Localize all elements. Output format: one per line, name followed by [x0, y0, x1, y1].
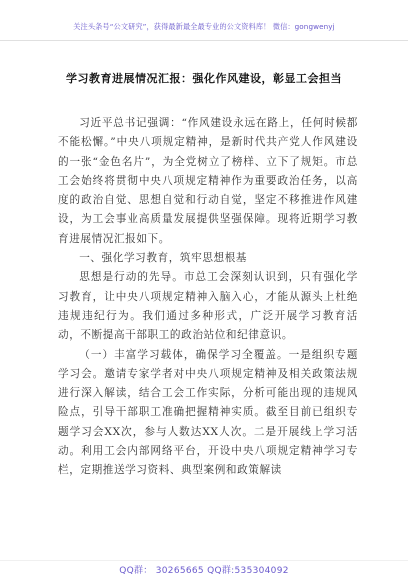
top-banner [0, 0, 408, 41]
section-heading-1: 一、强化学习教育，筑牢思想根基 [79, 252, 248, 265]
footer-contact: QQ群： 30265665 QQ群:535304092 [119, 566, 289, 576]
footer-bar [0, 560, 408, 581]
document-body [58, 114, 358, 481]
document-title: 学习教育进展情况汇报：强化作风建设，彰显工会担当 [66, 72, 342, 85]
banner-text: 关注头条号“公文研究”，获得最新最全最专业的公文资料库！ 微信：gongwenyj [73, 22, 335, 31]
paragraph-study-carriers: （一）丰富学习载体，确保学习全覆盖。一是组织专题学习会。邀请专家学者对中央八项规定精神及相关政策法规进行深入解读，结合工会工作实际，分析可能出现的违规风险点，引导干部职工准确把握精神实质。截至目前已组织专题学习会XX次，参与人数达XX人次。二是开展线上学习活动。利用工会内部网络平台，开设中央八项规定精神学习专栏，定期推送学习资料、典型案例和政策解读 [58, 348, 358, 477]
paragraph-thinking: 思想是行动的先导。市总工会深刻认识到，只有强化学习教育，让中央八项规定精神入脑入心，才能从源头上杜绝违规违纪行为。我们通过多种形式，广泛开展学习教育活动，不断提高干部职工的政治站位和纪律意识。 [58, 271, 358, 342]
paragraph-intro: 习近平总书记强调：“作风建设永远在路上，任何时候都不能松懈。”中央八项规定精神，是新时代共产党人作风建设的一张“金色名片”，为全党树立了榜样、立下了规矩。市总工会始终将贯彻中央八项规定精神作为重要政治任务，以高度的政治自觉、思想自觉和行动自觉，坚定不移推进作风建设，为工会事业高质量发展提供坚强保障。现将近期学习教育进展情况汇报如下。 [58, 117, 358, 245]
